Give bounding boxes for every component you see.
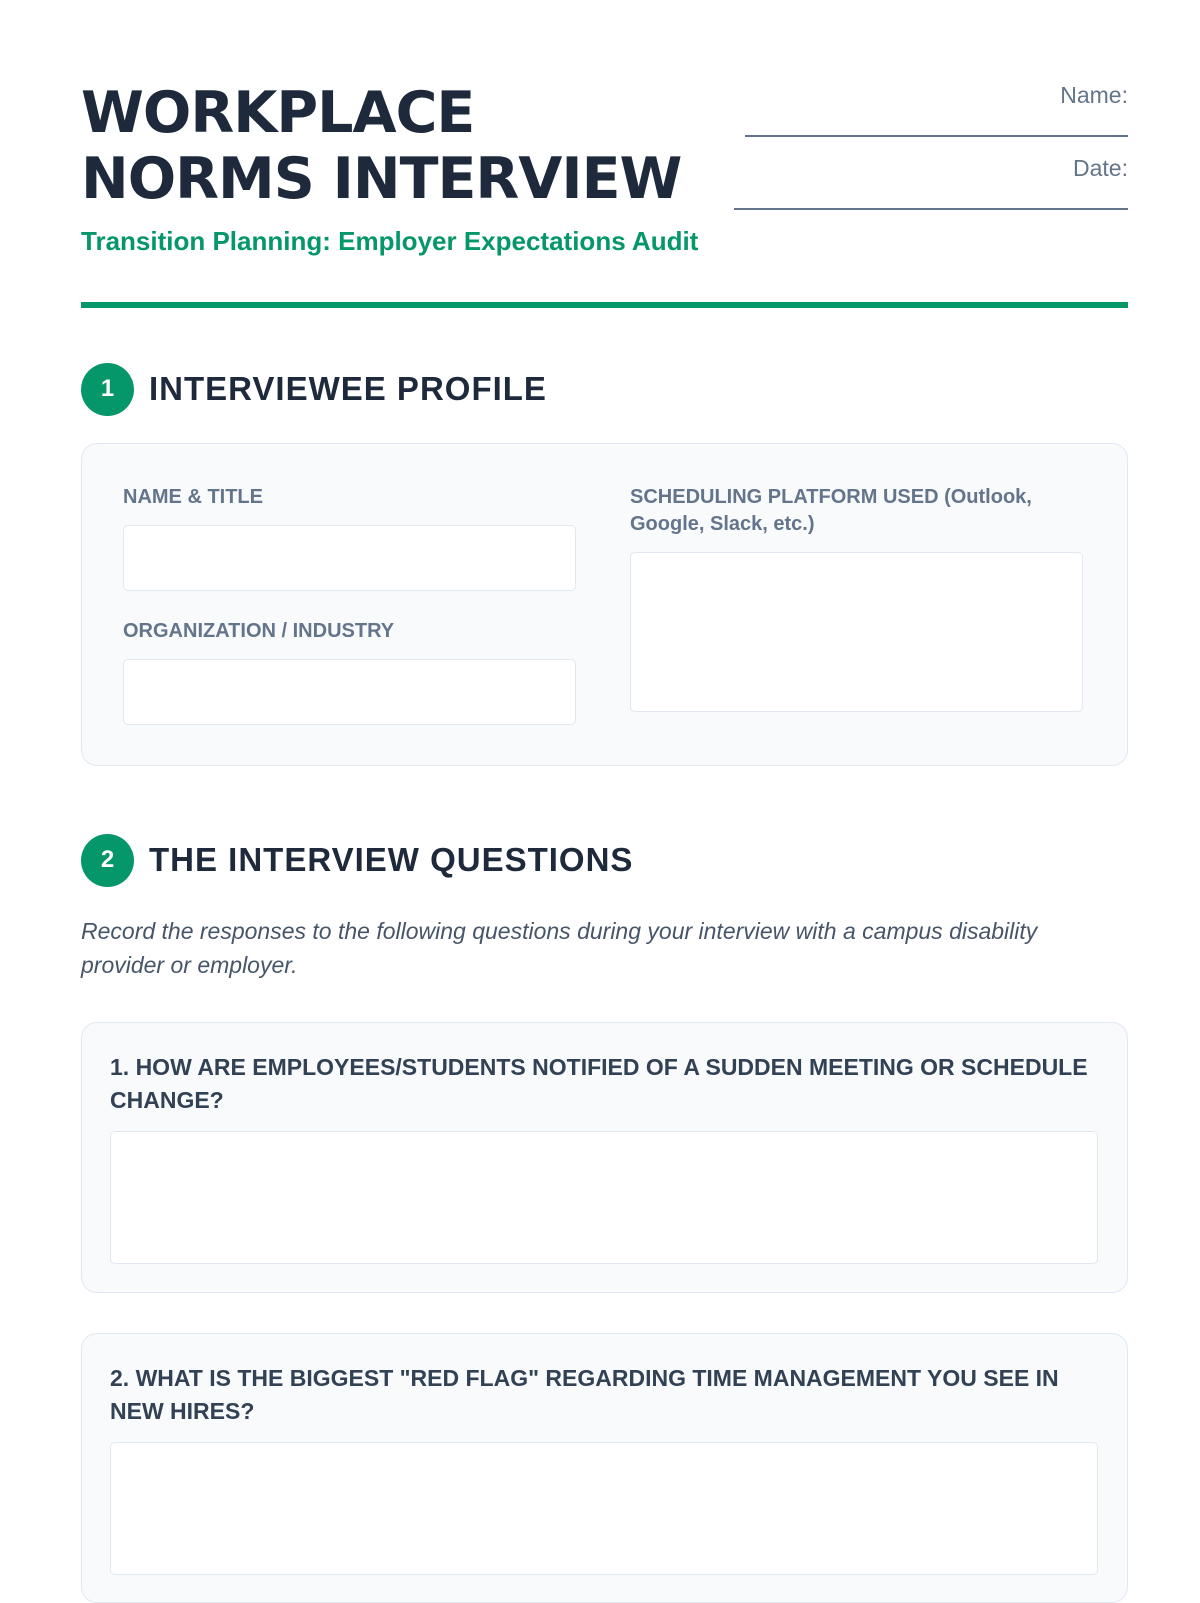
page-subtitle: Transition Planning: Employer Expectations Audit	[81, 226, 699, 256]
title-line-1: WORKPLACE	[81, 80, 475, 146]
interviewee-profile-card	[81, 443, 1128, 766]
worksheet-header	[81, 80, 1128, 260]
section-2-heading	[81, 833, 633, 887]
answer-box[interactable]	[110, 1131, 1098, 1264]
answer-box[interactable]	[110, 1442, 1098, 1575]
date-line[interactable]	[734, 208, 1128, 210]
scheduling-platform-label: SCHEDULING PLATFORM USED (Outlook, Google, Slack, etc.)	[630, 486, 1032, 535]
header-divider	[81, 302, 1128, 308]
organization-industry-input[interactable]	[123, 659, 576, 725]
question-card-2	[81, 1333, 1128, 1603]
question-text: 2. WHAT IS THE BIGGEST "RED FLAG" REGARDING TIME MANAGEMENT YOU SEE IN NEW HIRES?	[110, 1365, 1059, 1424]
organization-industry-label: ORGANIZATION / INDUSTRY	[123, 620, 395, 642]
name-label: Name:	[1060, 82, 1128, 108]
page-title	[81, 80, 761, 212]
name-line[interactable]	[745, 135, 1128, 137]
name-title-label: NAME & TITLE	[123, 486, 263, 508]
title-line-2: NORMS INTERVIEW	[81, 146, 682, 212]
section-number-badge: 1	[81, 363, 134, 416]
question-card-1	[81, 1022, 1128, 1293]
section-1-heading	[81, 362, 547, 416]
scheduling-platform-input[interactable]	[630, 552, 1083, 712]
section-title: THE INTERVIEW QUESTIONS	[149, 841, 634, 878]
section-title: INTERVIEWEE PROFILE	[149, 370, 547, 407]
name-title-input[interactable]	[123, 525, 576, 591]
section-number-badge: 2	[81, 834, 134, 887]
question-text: 1. HOW ARE EMPLOYEES/STUDENTS NOTIFIED OF A SUDDEN MEETING OR SCHEDULE CHANGE?	[110, 1054, 1088, 1113]
date-label: Date:	[1073, 155, 1128, 181]
section-instructions: Record the responses to the following questions during your interview with a campus disability provider or employer.	[81, 918, 1038, 978]
